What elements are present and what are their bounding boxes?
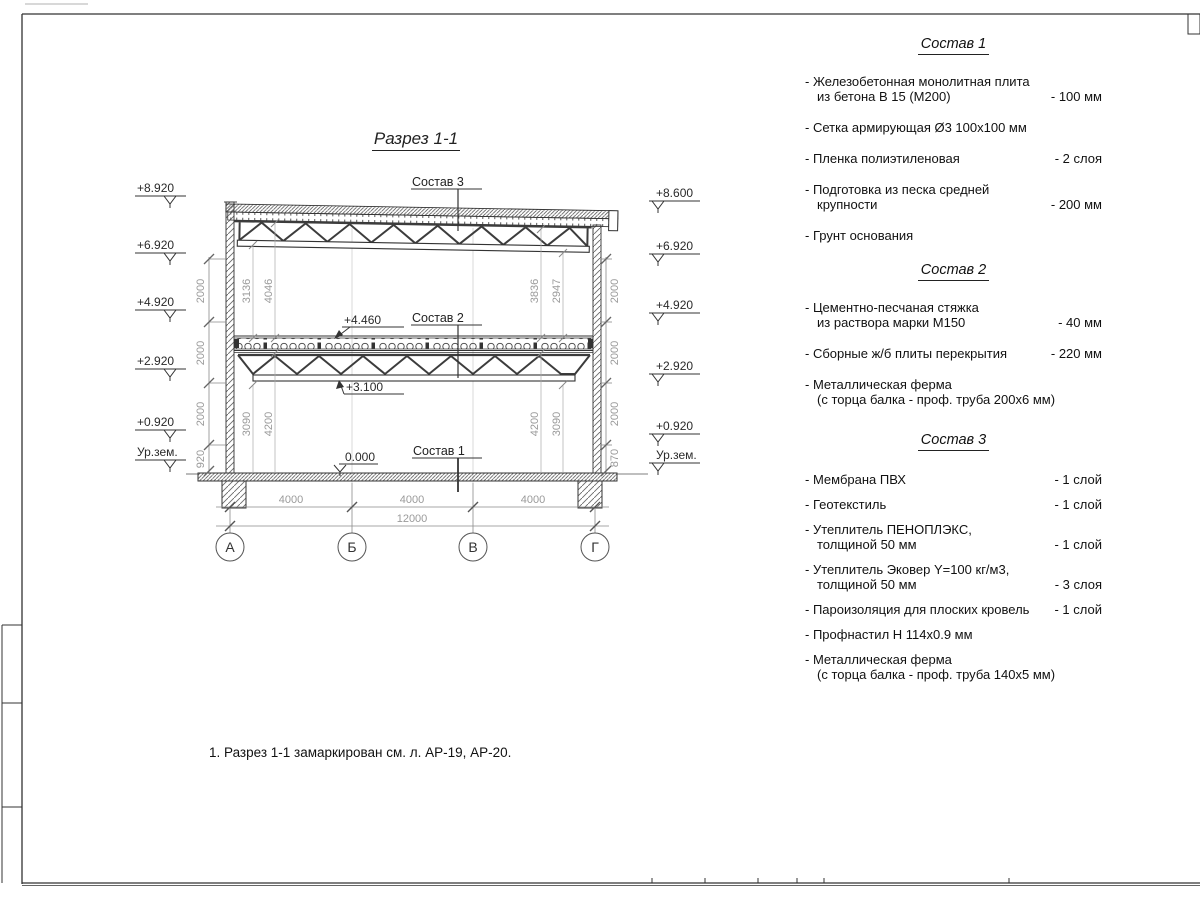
axis-bubbles xyxy=(216,533,609,561)
dim-chain-left xyxy=(204,254,226,476)
level-marks xyxy=(334,313,404,476)
svg-text:4000: 4000 xyxy=(520,494,546,506)
list-item: - Профнастил Н 114х0.9 мм xyxy=(805,627,973,642)
list-item: - Подготовка из песка средней крупности - 200 мм xyxy=(805,182,1102,212)
list-item: - Сборные ж/б плиты перекрытия - 220 мм xyxy=(805,346,1102,361)
svg-text:Состав 1: Состав 1 xyxy=(413,444,465,458)
composition-1-title: Состав 1 xyxy=(805,36,1102,52)
svg-text:Б: Б xyxy=(347,539,357,555)
list-item: - Геотекстиль - 1 слой xyxy=(805,497,1102,512)
svg-text:2000: 2000 xyxy=(609,340,621,366)
elevation-labels-left xyxy=(137,181,178,459)
bottom-dims xyxy=(216,483,609,533)
dim-chain-right-labels xyxy=(609,279,621,467)
svg-text:2000: 2000 xyxy=(609,278,621,304)
svg-text:870: 870 xyxy=(609,448,621,468)
list-item: - Грунт основания xyxy=(805,228,914,243)
svg-text:4000: 4000 xyxy=(278,494,304,506)
svg-text:+8.920: +8.920 xyxy=(137,181,175,195)
svg-text:4046: 4046 xyxy=(263,278,275,304)
list-item: - Пароизоляция для плоских кровель - 1 слой xyxy=(805,602,1102,617)
svg-text:+4.460: +4.460 xyxy=(344,313,382,327)
svg-text:920: 920 xyxy=(195,449,207,469)
svg-text:2000: 2000 xyxy=(195,340,207,366)
composition-3 xyxy=(805,432,1102,692)
svg-text:+0.920: +0.920 xyxy=(137,415,175,429)
floor-truss-web xyxy=(238,355,590,374)
dim-chain-left-labels xyxy=(195,279,207,468)
svg-text:4000: 4000 xyxy=(399,494,425,506)
floor-truss-bottom-chord xyxy=(253,375,575,381)
svg-text:Состав 3: Состав 3 xyxy=(412,175,464,189)
svg-text:+0.920: +0.920 xyxy=(656,419,694,433)
dim-interior-labels xyxy=(241,279,563,436)
svg-text:+4.920: +4.920 xyxy=(137,295,175,309)
svg-text:12000: 12000 xyxy=(396,513,428,525)
composition-2 xyxy=(805,262,1102,423)
svg-text:Ур.зем.: Ур.зем. xyxy=(656,448,697,462)
list-item: - Утеплитель Эковер Y=100 кг/м3, толщиной 50 мм - 3 слоя xyxy=(805,562,1102,592)
list-item: - Пленка полиэтиленовая - 2 слоя xyxy=(805,151,1102,166)
drawing-title-text: Разрез 1-1 xyxy=(372,129,460,151)
list-item: - Мембрана ПВХ - 1 слой xyxy=(805,472,1102,487)
svg-text:2000: 2000 xyxy=(195,278,207,304)
svg-text:Состав 2: Состав 2 xyxy=(412,311,464,325)
svg-text:0.000: 0.000 xyxy=(345,450,376,464)
svg-text:+6.920: +6.920 xyxy=(656,239,694,253)
list-item: - Металлическая ферма (с торца балка - проф. труба 140х5 мм) xyxy=(805,652,1056,682)
list-item: - Утеплитель ПЕНОПЛЭКС, толщиной 50 мм - 1 слой xyxy=(805,522,1102,552)
svg-text:2000: 2000 xyxy=(195,401,207,427)
svg-text:+3.100: +3.100 xyxy=(346,380,384,394)
list-item: - Цементно-песчаная стяжка из раствора марки М150 - 40 мм xyxy=(805,300,1102,330)
roof-fascia xyxy=(609,211,618,231)
svg-text:3136: 3136 xyxy=(241,278,253,304)
svg-text:Ур.зем.: Ур.зем. xyxy=(137,445,178,459)
svg-text:3836: 3836 xyxy=(529,278,541,304)
list-item: - Сетка армирующая Ø3 100х100 мм xyxy=(805,120,1027,135)
svg-text:В: В xyxy=(468,539,478,555)
svg-text:2947: 2947 xyxy=(551,278,563,304)
list-item: - Металлическая ферма (с торца балка - проф. труба 200х6 мм) xyxy=(805,377,1056,407)
svg-text:4200: 4200 xyxy=(529,411,541,437)
roof-assembly xyxy=(225,204,618,253)
svg-text:+2.920: +2.920 xyxy=(137,354,175,368)
svg-text:+2.920: +2.920 xyxy=(656,359,694,373)
svg-text:+8.600: +8.600 xyxy=(656,186,694,200)
svg-text:+4.920: +4.920 xyxy=(656,298,694,312)
svg-text:Г: Г xyxy=(591,539,599,555)
composition-1 xyxy=(805,36,1102,259)
composition-2-title: Состав 2 xyxy=(805,262,1102,278)
list-item: - Железобетонная монолитная плита из бетона В 15 (М200) - 100 мм xyxy=(805,74,1102,104)
composition-3-title: Состав 3 xyxy=(805,432,1102,448)
floor-assembly xyxy=(234,336,593,381)
svg-text:3090: 3090 xyxy=(241,411,253,437)
sheet-note: 1. Разрез 1-1 замаркирован см. л. АР-19, АР-20. xyxy=(209,745,512,760)
svg-text:2000: 2000 xyxy=(609,401,621,427)
svg-text:А: А xyxy=(225,539,235,555)
svg-text:+6.920: +6.920 xyxy=(137,238,175,252)
elevation-labels-right xyxy=(656,186,697,462)
svg-text:3090: 3090 xyxy=(551,411,563,437)
svg-text:4200: 4200 xyxy=(263,411,275,437)
drawing-title xyxy=(358,129,474,149)
